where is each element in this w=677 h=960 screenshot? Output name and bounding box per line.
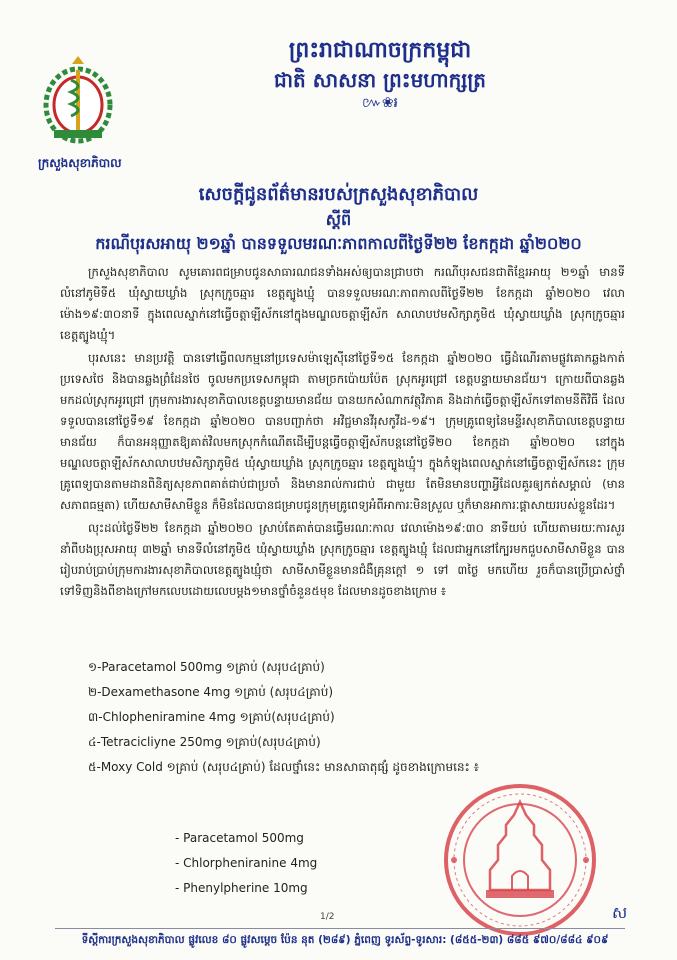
medicine-item: ៤-Tetracicliyne 250mg ១គ្រាប់(សរុប៤គ្រាប់) xyxy=(88,735,321,749)
title-line-2: ស្តីពី xyxy=(325,210,352,229)
ministry-label: ក្រសួងសុខាភិបាល xyxy=(38,156,122,170)
initial-mark: ស xyxy=(612,903,628,922)
page-number: 1/2 xyxy=(320,912,335,922)
kingdom-motto xyxy=(180,36,580,112)
paragraph-1: ក្រសួងសុខាភិបាល សូមគោរពជម្រាបជូនសាធារណជនទាំងអស់ឲ្យបានជ្រាបថា ករណីបុរសជនជាតិខ្មែរអាយុ ២១ឆ្នាំ មានទីលំនៅភូមិទី៥ ឃុំស្វាយឃ្លាំង ស្រុកក្រូចឆ្មារ ខេត្តត្បូងឃ្មុំ បានទទួលមរណៈភាពកាលពីថ្ងៃទី២២ ខែកក្កដា ឆ្នាំ២០២០ វេលាម៉ោង១៩:៣០នាទី ក្នុងពេលស្នាក់នៅធ្វើចត្តាឡីស័កនៅក្នុងមណ្ឌលចត្តាឡីស័ក សាលាបឋមសិក្សាភូមិ៥ ឃុំស្វាយឃ្លាំង ស្រុកក្រូចឆ្មារ ខេត្តត្បូងឃ្មុំ។ xyxy=(60,265,625,342)
paragraph-2: បុរសនេះ មានប្រវត្តិ បានទៅធ្វើពលកម្មនៅប្រទេសម៉ាឡេស៊ីនៅថ្ងៃទី១៥ ខែកក្កដា ឆ្នាំ២០២០ ធ្វើដំណើរតាមផ្លូវគោកឆ្លងកាត់ប្រទេសថៃ និងបានឆ្លងព្រំដែនថៃ ចូលមកប្រទេសកម្ពុជា តាមច្រកប៉ោយប៉ែត ស្រុកអូរជ្រៅ ខេត្តបន្ទាយមានជ័យ។ ក្រោយពីបានឆ្លងមកដល់ស្រុកអូរជ្រៅ ក្រុមការងារសុខាភិបាលខេត្តបន្ទាយមានជ័យ បានយកសំណាកវត្ថុវិភាគ និងដាក់ធ្វើចត្តាឡីស័កទៅតាមនីតិវិធី ដែលទទួលបាននៅថ្ងៃទី១៩ ខែកក្កដា ឆ្នាំ២០២០ បានបញ្ជាក់ថា អវិជ្ជមានវីរុសកូវីដ-១៩។ ក្រុមគ្រូពេទ្យនៃមន្ទីរសុខាភិបាលខេត្តបន្ទាយមានជ័យ ក៏បានអនុញ្ញាតឱ្យគាត់វិលមកស្រុកកំណើតដើម្បីបន្តធ្វើចត្តាឡីស័កបន្តនៅថ្ងៃទី២០ ខែកក្កដា ឆ្នាំ២០២០ នៅក្នុងមណ្ឌលចត្តាឡីស័កសាលាបឋមសិក្សាភូមិ៥ ឃុំស្វាយឃ្លាំង ស្រុកក្រូចឆ្មារ ខេត្តត្បូងឃ្មុំ។ ក្នុងកំឡុងពេលស្នាក់នៅធ្វើចត្តាឡីស័កនេះ ក្រុមគ្រូពេទ្យបានតាមដានពិនិត្យសុខភាពគាត់ជាប់ជាប្រចាំ និងមានរាល់ការជាប់ ជាមួយ តែមិនមានបញ្ហាអ្វីដែលគួរឲ្យកត់សម្គាល់ (មានសភាពធម្មតា) ហើយសាមីសាមីខ្លួន ក៏មិនដែលបានជម្រាបជូនក្រុមគ្រូពេទ្យអំពីអាការៈមិនស្រួល ឬក៏មានអាការៈផ្តាសាយរបស់ខ្លួនដែរ។ xyxy=(60,351,625,512)
medicine-item: ២-Dexamethasone 4mg ១គ្រាប់ (សរុប៤គ្រាប់) xyxy=(88,685,334,699)
medicine-item: ៥-Moxy Cold ១គ្រាប់ (សរុប៤គ្រាប់) ដែលថ្នាំនេះ មានសាធាតុផ្សំ ដូចខាងក្រោមនេះ ៖ xyxy=(88,760,479,774)
kingdom-line-2: ជាតិ សាសនា ព្រះមហាក្សត្រ xyxy=(274,68,486,92)
ingredient-item: - Chlorpheniranine 4mg xyxy=(175,856,318,870)
title-line-1: សេចក្តីជូនព័ត៌មានរបស់ក្រសួងសុខាភិបាល xyxy=(198,184,479,205)
ingredient-item: - Phenylpherine 10mg xyxy=(175,881,308,895)
medicine-list xyxy=(88,655,608,780)
medicine-item: ៣-Chlopheniramine 4mg ១គ្រាប់(សរុប៤គ្រាប់) xyxy=(88,710,335,724)
paragraph-3: លុះដល់ថ្ងៃទី២២ ខែកក្កដា ឆ្នាំ២០២០ ស្រាប់តែគាត់បានធ្វើមរណៈកាល វេលាម៉ោង១៩:៣០ នាទីយប់ ហើយតាមរយៈការសួរនាំពីបងប្រុសអាយុ ៣២ឆ្នាំ មានទីលំនៅភូមិ៥ ឃុំស្វាយឃ្លាំង ស្រុកក្រូចឆ្មារ ខេត្តត្បូងឃ្មុំ ដែលជាអ្នកនៅក្បែរមកជួបសាមីសាមីខ្លួន បានរៀបរាប់ប្រាប់ក្រុមការងារសុខាភិបាលខេត្តត្បូងឃ្មុំថា សាមីសាមីខ្លួនមានជំងឺគ្រុនក្តៅ ១ ទៅ ៣ថ្ងៃ មកហើយ រួចក៏បានប្រើប្រាស់ថ្នាំទៅទិញនិងពីខាងក្រៅមកលេបដោយលេបម្តង១មានថ្នាំចំនួន៥មុខ ដែលមានដូចខាងក្រោម ៖ xyxy=(60,521,625,598)
footer-address: ទីស្តីការក្រសួងសុខាភិបាល ផ្លូវលេខ ៨០ ផ្លូវសម្តេច ប៉ែន នុត (២៨៩) ភ្នំពេញ ទូរស័ព្ទ-ទូរសារ: (៨៥៥-២៣) ៨៨៥ ៩៧០/៨៨៤ ៩០៩ xyxy=(81,934,609,946)
footer-divider xyxy=(55,928,625,929)
medicine-item: ១-Paracetamol 500mg ១គ្រាប់ (សរុប៤គ្រាប់) xyxy=(88,660,325,674)
ornament: ៚❀៛ xyxy=(362,95,398,111)
body-text xyxy=(60,262,625,604)
official-seal-icon xyxy=(440,780,600,940)
ministry-logo-icon xyxy=(38,50,118,150)
title-line-3: ករណីបុរសអាយុ ២១ឆ្នាំ បានទទួលមរណៈភាពកាលពីថ្ងៃទី២២ ខែកក្កដា ឆ្នាំ២០២០ xyxy=(95,234,582,253)
announcement-title xyxy=(0,182,677,256)
ingredient-list xyxy=(175,826,475,901)
kingdom-line-1: ព្រះរាជាណាចក្រកម្ពុជា xyxy=(288,38,472,63)
ingredient-item: - Paracetamol 500mg xyxy=(175,831,304,845)
